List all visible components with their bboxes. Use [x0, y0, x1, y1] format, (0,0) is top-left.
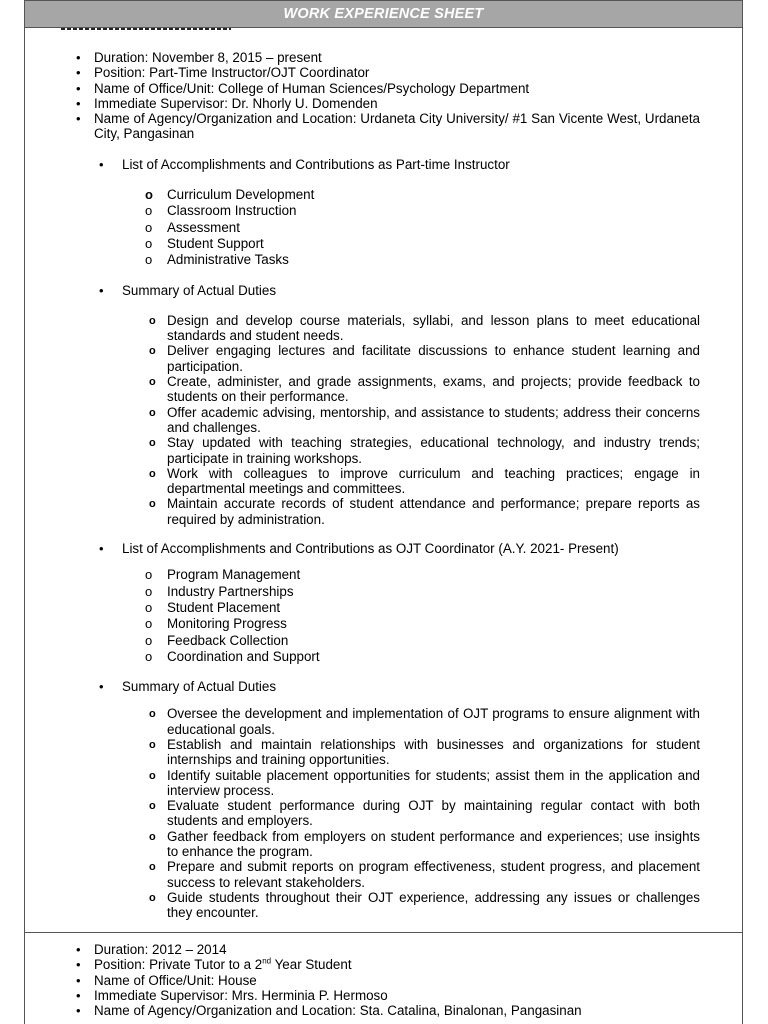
position-prefix: Position: Private Tutor to a 2: [94, 957, 263, 973]
entry-divider: [25, 932, 742, 933]
cropped-text-line: [61, 28, 231, 31]
ojt-accomplishments-list: [25, 567, 742, 665]
list-item: o Work with colleagues to improve curriculum and teaching practices; engage in departmental meetings and committees.: [25, 466, 742, 497]
experience-2-office: • Name of Office/Unit: House: [25, 973, 742, 988]
instructor-accomplishments-heading: • List of Accomplishments and Contributions as Part-time Instructor: [25, 157, 742, 172]
experience-1-agency: • Name of Agency/Organization and Location: Urdaneta City University/ #1 San Vicente West, Urdaneta City, Pangasinan: [25, 111, 742, 142]
list-item: o Oversee the development and implementation of OJT programs to ensure alignment with educational goals.: [25, 706, 742, 737]
work-experience-sheet: [24, 0, 743, 1024]
ojt-duties-heading: • Summary of Actual Duties: [25, 679, 742, 694]
position-ordinal-suffix: nd: [262, 956, 272, 966]
list-item: o Evaluate student performance during OJT by maintaining regular contact with both students and employers.: [25, 798, 742, 829]
experience-1-office: • Name of Office/Unit: College of Human Sciences/Psychology Department: [25, 81, 742, 96]
instructor-duties-list: [25, 313, 742, 527]
experience-2-details: [25, 942, 742, 1018]
experience-2-supervisor: • Immediate Supervisor: Mrs. Herminia P. Hermoso: [25, 988, 742, 1003]
list-item: o Assessment: [25, 220, 742, 236]
list-item: o Maintain accurate records of student attendance and performance; prepare reports as required by administration.: [25, 496, 742, 527]
list-item: o Classroom Instruction: [25, 203, 742, 219]
list-item: o Monitoring Progress: [25, 616, 742, 632]
ojt-duties-section: [25, 679, 742, 694]
ojt-accomplishments-heading: • List of Accomplishments and Contributions as OJT Coordinator (A.Y. 2021- Present): [25, 541, 742, 556]
list-item: o Feedback Collection: [25, 633, 742, 649]
list-item: o Design and develop course materials, syllabi, and lesson plans to meet educational standards and student needs.: [25, 313, 742, 344]
list-item: o Industry Partnerships: [25, 584, 742, 600]
list-item: o Curriculum Development: [25, 187, 742, 203]
list-item: o Student Placement: [25, 600, 742, 616]
list-item: o Identify suitable placement opportunities for students; assist them in the application and interview process.: [25, 768, 742, 799]
sheet-title: WORK EXPERIENCE SHEET: [25, 0, 742, 28]
list-item: o Gather feedback from employers on student performance and experiences; use insights to enhance the program.: [25, 829, 742, 860]
experience-entry-2: [25, 942, 742, 1018]
list-item: o Student Support: [25, 236, 742, 252]
instructor-duties-heading: • Summary of Actual Duties: [25, 283, 742, 298]
ojt-duties-list: [25, 706, 742, 920]
experience-1-details: [25, 50, 742, 142]
list-item: o Establish and maintain relationships with businesses and organizations for student internships and training opportunities.: [25, 737, 742, 768]
instructor-duties-section: [25, 283, 742, 298]
list-item: o Stay updated with teaching strategies, educational technology, and industry trends; participate in training workshops.: [25, 435, 742, 466]
position-suffix: Year Student: [271, 957, 352, 973]
experience-2-position: [25, 957, 742, 972]
list-item: o Guide students throughout their OJT experience, addressing any issues or challenges they encounter.: [25, 890, 742, 921]
list-item: o Coordination and Support: [25, 649, 742, 665]
experience-1-duration: • Duration: November 8, 2015 – present: [25, 50, 742, 65]
ojt-accomplishments-section: [25, 541, 742, 556]
experience-1-position: • Position: Part-Time Instructor/OJT Coordinator: [25, 65, 742, 80]
experience-2-agency: • Name of Agency/Organization and Location: Sta. Catalina, Binalonan, Pangasinan: [25, 1003, 742, 1018]
list-item: o Deliver engaging lectures and facilitate discussions to enhance student learning and participation.: [25, 343, 742, 374]
experience-entry-1: [25, 50, 742, 935]
experience-2-duration: • Duration: 2012 – 2014: [25, 942, 742, 957]
list-item: o Prepare and submit reports on program effectiveness, student progress, and placement success to relevant stakeholders.: [25, 859, 742, 890]
list-item: o Program Management: [25, 567, 742, 583]
instructor-accomplishments-section: [25, 157, 742, 172]
list-item: o Administrative Tasks: [25, 252, 742, 268]
list-item: o Offer academic advising, mentorship, and assistance to students; address their concerns and challenges.: [25, 405, 742, 436]
instructor-accomplishments-list: [25, 187, 742, 268]
experience-1-supervisor: • Immediate Supervisor: Dr. Nhorly U. Domenden: [25, 96, 742, 111]
list-item: o Create, administer, and grade assignments, exams, and projects; provide feedback to students on their performance.: [25, 374, 742, 405]
